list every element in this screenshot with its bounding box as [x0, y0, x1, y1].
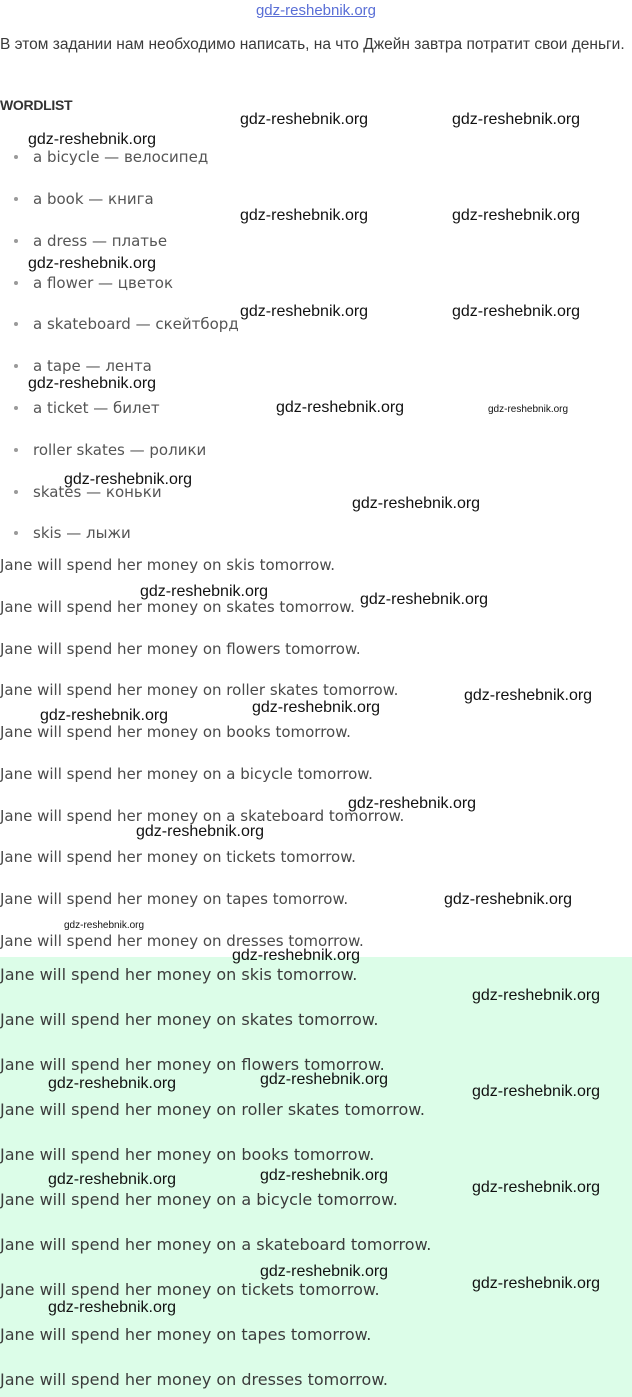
answer-sentence: Jane will spend her money on dresses tomorrow. [0, 1370, 389, 1389]
wordlist-title: WORDLIST [0, 97, 73, 113]
sentence: Jane will spend her money on skates tomorrow. [0, 598, 355, 616]
watermark: gdz-reshebnik.org [472, 1083, 601, 1100]
watermark: gdz-reshebnik.org [28, 375, 157, 392]
answer-sentence: Jane will spend her money on flowers tomorrow. [0, 1055, 385, 1074]
intro-text: В этом задании нам необходимо написать, на что Джейн завтра потратит свои деньги. [0, 36, 625, 53]
sentence: Jane will spend her money on dresses tomorrow. [0, 932, 364, 950]
wordlist-item: a tape — лента [14, 356, 152, 376]
answer-sentence: Jane will spend her money on skis tomorrow. [0, 965, 358, 984]
watermark: gdz-reshebnik.org [472, 1179, 601, 1196]
answer-sentence: Jane will spend her money on a skateboard tomorrow. [0, 1235, 432, 1254]
answer-sentence: Jane will spend her money on skates tomorrow. [0, 1010, 379, 1029]
watermark: gdz-reshebnik.org [252, 699, 381, 716]
sentence: Jane will spend her money on flowers tomorrow. [0, 640, 361, 658]
watermark: gdz-reshebnik.org [260, 1263, 389, 1280]
bullet-icon [14, 531, 18, 535]
watermark: gdz-reshebnik.org [232, 947, 361, 964]
watermark: gdz-reshebnik.org [240, 207, 369, 224]
watermark: gdz-reshebnik.org [452, 207, 581, 224]
watermark: gdz-reshebnik.org [472, 1275, 601, 1292]
watermark: gdz-reshebnik.org [444, 891, 573, 908]
wordlist-item: a ticket — билет [14, 398, 160, 418]
answer-sentence: Jane will spend her money on books tomorrow. [0, 1145, 375, 1164]
watermark: gdz-reshebnik.org [136, 823, 265, 840]
bullet-icon [14, 406, 18, 410]
watermark: gdz-reshebnik.org [348, 795, 477, 812]
watermark: gdz-reshebnik.org [452, 111, 581, 128]
sentence: Jane will spend her money on a skateboard tomorrow. [0, 807, 405, 825]
bullet-icon [14, 281, 18, 285]
watermark: gdz-reshebnik.org [488, 404, 569, 415]
answer-sentence: Jane will spend her money on tickets tomorrow. [0, 1280, 380, 1299]
bullet-icon [14, 364, 18, 368]
bullet-icon [14, 490, 18, 494]
sentence: Jane will spend her money on books tomorrow. [0, 723, 351, 741]
watermark: gdz-reshebnik.org [64, 471, 193, 488]
wordlist-item: a book — книга [14, 189, 154, 209]
watermark: gdz-reshebnik.org [240, 111, 369, 128]
watermark: gdz-reshebnik.org [240, 303, 369, 320]
watermark: gdz-reshebnik.org [64, 920, 145, 931]
answer-sentence: Jane will spend her money on a bicycle tomorrow. [0, 1190, 398, 1209]
watermark: gdz-reshebnik.org [276, 399, 405, 416]
watermark: gdz-reshebnik.org [140, 583, 269, 600]
watermark: gdz-reshebnik.org [464, 687, 593, 704]
sentence: Jane will spend her money on a bicycle tomorrow. [0, 765, 373, 783]
sentence: Jane will spend her money on skis tomorrow. [0, 556, 335, 574]
bullet-icon [14, 197, 18, 201]
wordlist-item: a flower — цветок [14, 273, 173, 293]
site-link[interactable]: gdz-reshebnik.org [255, 2, 377, 19]
sentence: Jane will spend her money on tickets tomorrow. [0, 848, 356, 866]
sentence: Jane will spend her money on roller skates tomorrow. [0, 681, 399, 699]
watermark: gdz-reshebnik.org [28, 255, 157, 272]
bullet-icon [14, 155, 18, 159]
watermark: gdz-reshebnik.org [452, 303, 581, 320]
wordlist-item: a bicycle — велосипед [14, 147, 208, 167]
answer-sentence: Jane will spend her money on tapes tomorrow. [0, 1325, 372, 1344]
wordlist-item: skates — коньки [14, 482, 162, 502]
sentence: Jane will spend her money on tapes tomorrow. [0, 890, 349, 908]
watermark: gdz-reshebnik.org [40, 707, 169, 724]
watermark: gdz-reshebnik.org [48, 1171, 177, 1188]
bullet-icon [14, 448, 18, 452]
answer-sentence: Jane will spend her money on roller skates tomorrow. [0, 1100, 425, 1119]
watermark: gdz-reshebnik.org [260, 1167, 389, 1184]
wordlist-item: a dress — платье [14, 231, 167, 251]
watermark: gdz-reshebnik.org [360, 591, 489, 608]
wordlist-item: a skateboard — скейтборд [14, 314, 239, 334]
bullet-icon [14, 322, 18, 326]
watermark: gdz-reshebnik.org [28, 131, 157, 148]
watermark: gdz-reshebnik.org [472, 987, 601, 1004]
watermark: gdz-reshebnik.org [48, 1075, 177, 1092]
watermark: gdz-reshebnik.org [48, 1299, 177, 1316]
wordlist-item: roller skates — ролики [14, 440, 206, 460]
watermark: gdz-reshebnik.org [260, 1071, 389, 1088]
bullet-icon [14, 239, 18, 243]
watermark: gdz-reshebnik.org [352, 495, 481, 512]
wordlist-item: skis — лыжи [14, 523, 131, 543]
